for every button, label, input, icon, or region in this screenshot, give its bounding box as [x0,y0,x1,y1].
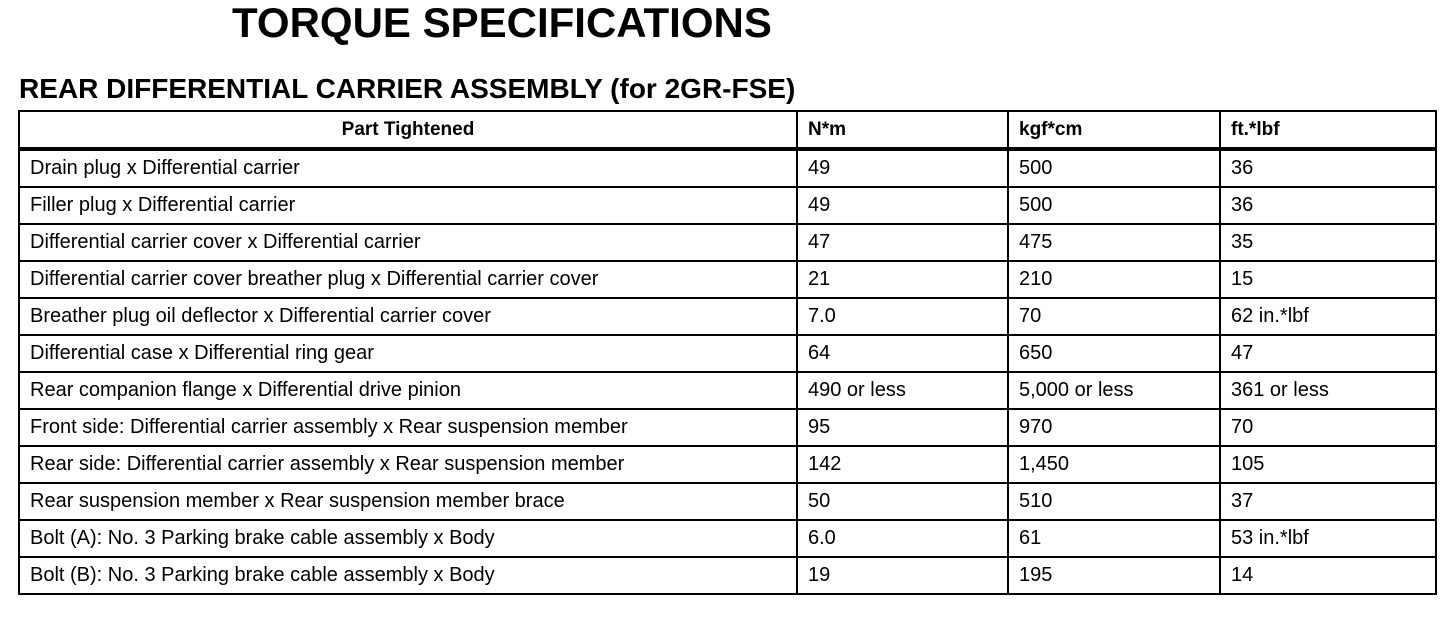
cell-ftlbf: 15 [1220,261,1436,298]
header-ftlbf: ft.*lbf [1220,111,1436,149]
header-kgfcm: kgf*cm [1008,111,1220,149]
table-row [19,409,1436,446]
cell-part-tightened: Filler plug x Differential carrier [19,187,797,224]
table-row [19,187,1436,224]
cell-kgfcm: 500 [1008,149,1220,187]
cell-nm: 49 [797,187,1008,224]
cell-nm: 7.0 [797,298,1008,335]
cell-kgfcm: 650 [1008,335,1220,372]
cell-nm: 21 [797,261,1008,298]
header-part-tightened: Part Tightened [19,111,797,149]
cell-ftlbf: 70 [1220,409,1436,446]
page-title: TORQUE SPECIFICATIONS [232,0,772,46]
cell-kgfcm: 510 [1008,483,1220,520]
cell-part-tightened: Front side: Differential carrier assembly x Rear suspension member [19,409,797,446]
cell-part-tightened: Bolt (A): No. 3 Parking brake cable assembly x Body [19,520,797,557]
cell-nm: 142 [797,446,1008,483]
cell-nm: 47 [797,224,1008,261]
cell-ftlbf: 14 [1220,557,1436,594]
cell-part-tightened: Breather plug oil deflector x Differential carrier cover [19,298,797,335]
cell-part-tightened: Differential carrier cover x Differential carrier [19,224,797,261]
cell-ftlbf: 47 [1220,335,1436,372]
header-nm: N*m [797,111,1008,149]
table-row [19,298,1436,335]
cell-part-tightened: Drain plug x Differential carrier [19,149,797,187]
table-header-row [19,111,1436,149]
cell-nm: 64 [797,335,1008,372]
cell-nm: 6.0 [797,520,1008,557]
cell-part-tightened: Differential case x Differential ring gear [19,335,797,372]
table-row [19,520,1436,557]
section-title: REAR DIFFERENTIAL CARRIER ASSEMBLY (for 2GR-FSE) [19,73,796,104]
cell-kgfcm: 70 [1008,298,1220,335]
cell-nm: 50 [797,483,1008,520]
cell-kgfcm: 1,450 [1008,446,1220,483]
table-row [19,557,1436,594]
table-row [19,446,1436,483]
table-body [19,149,1436,594]
cell-part-tightened: Rear companion flange x Differential drive pinion [19,372,797,409]
cell-nm: 490 or less [797,372,1008,409]
cell-ftlbf: 62 in.*lbf [1220,298,1436,335]
cell-part-tightened: Bolt (B): No. 3 Parking brake cable assembly x Body [19,557,797,594]
table-row [19,224,1436,261]
cell-kgfcm: 195 [1008,557,1220,594]
cell-nm: 49 [797,149,1008,187]
cell-ftlbf: 361 or less [1220,372,1436,409]
cell-kgfcm: 61 [1008,520,1220,557]
cell-nm: 19 [797,557,1008,594]
table-row [19,372,1436,409]
cell-kgfcm: 500 [1008,187,1220,224]
cell-ftlbf: 53 in.*lbf [1220,520,1436,557]
torque-spec-table [18,110,1437,595]
table-row [19,335,1436,372]
cell-ftlbf: 36 [1220,187,1436,224]
table-row [19,261,1436,298]
cell-kgfcm: 475 [1008,224,1220,261]
cell-part-tightened: Rear suspension member x Rear suspension member brace [19,483,797,520]
cell-nm: 95 [797,409,1008,446]
cell-ftlbf: 105 [1220,446,1436,483]
table-row [19,483,1436,520]
cell-ftlbf: 35 [1220,224,1436,261]
cell-part-tightened: Rear side: Differential carrier assembly x Rear suspension member [19,446,797,483]
cell-kgfcm: 970 [1008,409,1220,446]
cell-kgfcm: 210 [1008,261,1220,298]
cell-kgfcm: 5,000 or less [1008,372,1220,409]
table-row [19,149,1436,187]
cell-part-tightened: Differential carrier cover breather plug x Differential carrier cover [19,261,797,298]
cell-ftlbf: 37 [1220,483,1436,520]
cell-ftlbf: 36 [1220,149,1436,187]
